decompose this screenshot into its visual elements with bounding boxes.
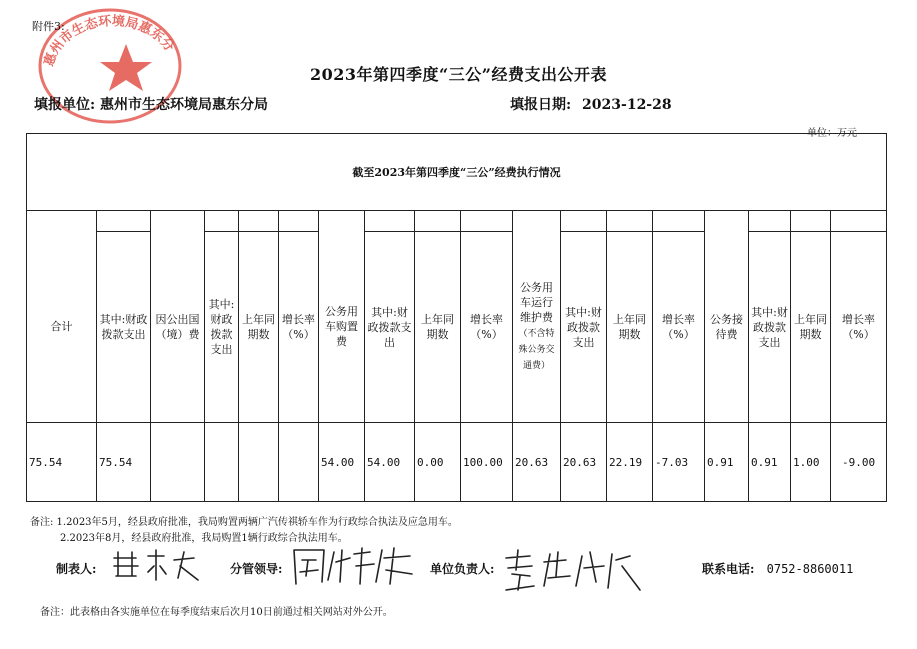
head-label: 单位负责人: [430,562,495,576]
note-2: 2.2023年8月，经县政府批准，我局购置1辆行政综合执法用车。 [60,533,348,544]
col-reception-fiscal: 其中:财政拨款支出 [749,232,791,423]
cell-car-purchase-growth: 100.00 [461,423,513,502]
maker-label: 制表人: [56,562,97,576]
cell-abroad [151,423,205,502]
cell-car-run-fiscal: 20.63 [561,423,607,502]
col-abroad: 因公出国（境）费 [151,232,205,423]
date-value: 2023-12-28 [582,97,672,113]
col-abroad-growth: 增长率（%） [279,232,319,423]
col-abroad-prev: 上年同期数 [239,232,279,423]
attachment-label: 附件3: [32,20,65,33]
section-title: 截至2023年第四季度“三公”经费执行情况 [27,134,887,211]
expenditure-table [26,133,887,502]
date-label: 填报日期: [510,97,572,113]
page-title: 2023年第四季度“三公”经费支出公开表 [310,65,607,84]
cell-car-purchase-prev: 0.00 [415,423,461,502]
col-reception: 公务接待费 [705,232,749,423]
reporting-unit: 填报单位: 惠州市生态环境局惠东分局 [34,97,269,113]
cell-car-purchase-fiscal: 54.00 [365,423,415,502]
note-1: 备注: 1.2023年5月，经县政府批准，我局购置两辆广汽传祺轿车作为行政综合执法及应急用车。 [30,517,458,528]
maker-signature [108,546,208,586]
svg-text:惠州市生态环境局惠东分: 惠州市生态环境局惠东分 [41,13,177,69]
supervisor-label: 分管领导: [230,562,283,576]
cell-total-fiscal: 75.54 [97,423,151,502]
cell-reception: 0.91 [705,423,749,502]
col-reception-growth: 增长率（%） [831,232,887,423]
table-row [27,423,887,502]
col-car-purchase-growth: 增长率（%） [461,232,513,423]
col-car-run-fiscal: 其中:财政拨款支出 [561,232,607,423]
col-car-run-main: 公务用车运行维护费 [520,281,553,325]
cell-car-run: 20.63 [513,423,561,502]
cell-car-purchase: 54.00 [319,423,365,502]
head-signature [500,546,660,596]
cell-reception-growth: -9.00 [831,423,887,502]
col-abroad-fiscal: 其中:财政拨款支出 [205,232,239,423]
phone-label: 联系电话: [702,562,755,576]
cell-reception-fiscal: 0.91 [749,423,791,502]
cell-abroad-growth [279,423,319,502]
col-car-run [513,232,561,423]
col-total: 合计 [27,232,97,423]
cell-reception-prev: 1.00 [791,423,831,502]
cell-abroad-fiscal [205,423,239,502]
col-car-purchase-prev: 上年同期数 [415,232,461,423]
phone-value: 0752-8860011 [766,562,854,576]
cell-car-run-prev: 22.19 [607,423,653,502]
col-car-run-prev: 上年同期数 [607,232,653,423]
col-total-fiscal: 其中:财政拨款支出 [97,232,151,423]
note-3: 备注：此表格由各实施单位在每季度结束后次月10日前通过相关网站对外公开。 [40,607,393,618]
cell-abroad-prev [239,423,279,502]
phone [702,560,853,577]
cell-total: 75.54 [27,423,97,502]
unit-note: 单位：万元 [807,128,857,139]
col-car-purchase: 公务用车购置费 [319,232,365,423]
col-car-purchase-fiscal: 其中:财政拨款支出 [365,232,415,423]
col-car-run-sub: （不含特殊公务交通费） [518,329,555,372]
cell-car-run-growth: -7.03 [653,423,705,502]
col-reception-prev: 上年同期数 [791,232,831,423]
reporting-date [510,94,672,114]
supervisor-signature [290,544,420,588]
col-car-run-growth: 增长率（%） [653,232,705,423]
